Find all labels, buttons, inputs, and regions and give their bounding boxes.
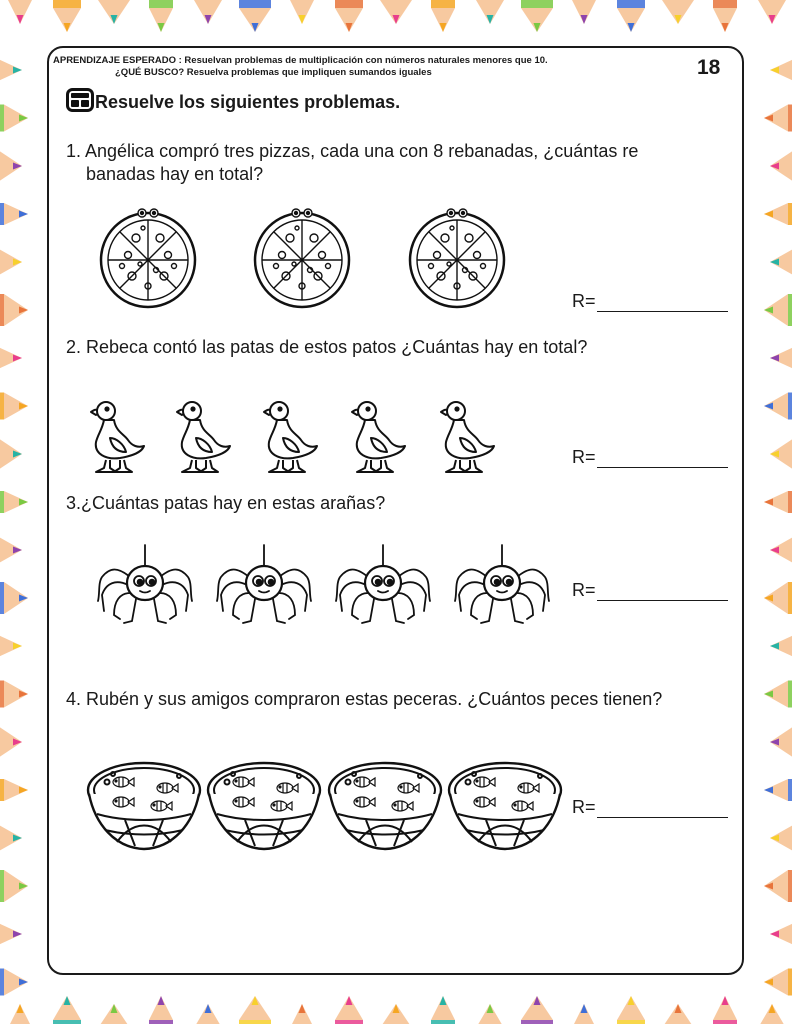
pencil-decoration [380, 0, 412, 24]
pencil-decoration [98, 0, 130, 24]
pencil-decoration [149, 0, 173, 32]
pencil-decoration [713, 0, 737, 32]
answer-1[interactable] [572, 291, 728, 312]
pencil-decoration [0, 294, 28, 326]
pencil-decoration [521, 996, 553, 1024]
pencil-decoration [335, 996, 363, 1024]
pencil-decoration [764, 203, 792, 225]
pizza-icon [98, 200, 198, 310]
pencil-decoration [0, 779, 28, 801]
pencil-decoration [572, 1004, 596, 1024]
pencil-decoration [764, 294, 792, 326]
pencil-decoration [0, 969, 28, 996]
pencil-decoration [770, 59, 792, 81]
pencil-decoration [8, 0, 32, 24]
pencil-decoration [521, 0, 553, 32]
spider-icon [328, 543, 438, 629]
duck-icon [259, 398, 323, 474]
pencil-decoration [770, 825, 792, 852]
pencil-decoration [0, 491, 28, 513]
duck-icon [86, 398, 150, 474]
pencil-decoration [770, 923, 792, 945]
answer-3-line[interactable] [597, 582, 728, 601]
answer-4[interactable] [572, 797, 728, 818]
pencil-decoration [0, 537, 22, 564]
pencil-decoration [770, 635, 792, 657]
answer-4-line[interactable] [597, 799, 728, 818]
pencil-decoration [239, 996, 271, 1024]
pencil-decoration [617, 0, 645, 32]
duck-icon [436, 398, 500, 474]
pencil-decoration [290, 1004, 314, 1024]
pencil-decoration [713, 996, 737, 1024]
learning-goal-text: APRENDIZAJE ESPERADO : Resuelvan problemas de multiplicación con números naturales menores que 10. [53, 55, 548, 66]
pencil-decoration [617, 996, 645, 1024]
pencil-decoration [764, 582, 792, 614]
page-title: Resuelve los siguientes problemas. [95, 92, 401, 112]
pencil-decoration [0, 105, 28, 132]
pencil-decoration [572, 0, 596, 24]
pencil-decoration [476, 1004, 504, 1024]
fishbowl-icon [85, 760, 203, 852]
pencil-decoration [335, 0, 363, 32]
pencil-decoration [770, 537, 792, 564]
pencil-decoration [662, 0, 694, 24]
pencil-decoration [764, 969, 792, 996]
pencil-decoration [770, 726, 792, 758]
pencil-decoration [764, 870, 792, 902]
pencil-decoration [149, 996, 173, 1024]
answer-label: R= [572, 580, 596, 600]
question-2: 2. Rebeca contó las patas de estos patos ¿Cuántas hay en total? [66, 337, 588, 357]
question-1-line-1: 1. Angélica compró tres pizzas, cada una con 8 rebanadas, ¿cuántas re [66, 141, 639, 161]
pencil-decoration [194, 0, 222, 24]
pencil-decoration [0, 150, 22, 182]
answer-label: R= [572, 797, 596, 817]
spider-icon [209, 543, 319, 629]
pencil-decoration [0, 59, 22, 81]
duck-icon [172, 398, 236, 474]
question-4: 4. Rubén y sus amigos compraron estas peceras. ¿Cuántos peces tienen? [66, 689, 663, 709]
pencil-decoration [0, 870, 28, 902]
pizza-icon [252, 200, 352, 310]
answer-1-line[interactable] [597, 293, 728, 312]
spider-icon [90, 543, 200, 629]
pencil-decoration [0, 347, 22, 369]
pencil-decoration [239, 0, 271, 32]
pencil-decoration [0, 635, 22, 657]
question-1-line-2: banadas hay en total? [86, 164, 264, 184]
answer-2[interactable] [572, 447, 728, 468]
pencil-decoration [0, 681, 28, 708]
pencil-decoration [431, 0, 455, 32]
pencil-decoration [764, 779, 792, 801]
pencil-decoration [770, 249, 792, 276]
pencil-decoration [98, 1004, 130, 1024]
fishbowl-icon [205, 760, 323, 852]
pencil-decoration [476, 0, 504, 24]
question-3: 3.¿Cuántas patas hay en estas arañas? [66, 493, 386, 513]
pencil-decoration [0, 825, 22, 852]
pencil-decoration [764, 681, 792, 708]
answer-label: R= [572, 447, 596, 467]
pencil-decoration [662, 1004, 694, 1024]
spider-icon [447, 543, 557, 629]
fishbowl-icon [446, 760, 564, 852]
pencil-decoration [8, 1004, 32, 1024]
fishbowl-icon [326, 760, 444, 852]
answer-label: R= [572, 291, 596, 311]
pencil-decoration [770, 438, 792, 470]
pencil-decoration [194, 1004, 222, 1024]
pencil-decoration [0, 438, 22, 470]
pizza-icon [407, 200, 507, 310]
pencil-decoration [764, 105, 792, 132]
question-1 [66, 140, 716, 186]
pencil-decoration [764, 491, 792, 513]
answer-2-line[interactable] [597, 449, 728, 468]
search-goal-text: ¿QUÉ BUSCO? Resuelva problemas que impliquen sumandos iguales [115, 67, 432, 78]
duck-icon [347, 398, 411, 474]
page-number: 18 [697, 56, 721, 79]
pencil-decoration [0, 203, 28, 225]
pencil-decoration [770, 150, 792, 182]
pencil-decoration [290, 0, 314, 24]
answer-3[interactable] [572, 580, 728, 601]
calculator-icon [66, 88, 94, 112]
pencil-decoration [0, 393, 28, 420]
pencil-decoration [758, 0, 786, 24]
pencil-decoration [770, 347, 792, 369]
pencil-decoration [0, 249, 22, 276]
pencil-decoration [380, 1004, 412, 1024]
pencil-decoration [53, 0, 81, 32]
pencil-decoration [0, 726, 22, 758]
pencil-decoration [758, 1004, 786, 1024]
pencil-decoration [431, 996, 455, 1024]
pencil-decoration [0, 582, 28, 614]
pencil-decoration [764, 393, 792, 420]
pencil-decoration [0, 923, 22, 945]
pencil-decoration [53, 996, 81, 1024]
